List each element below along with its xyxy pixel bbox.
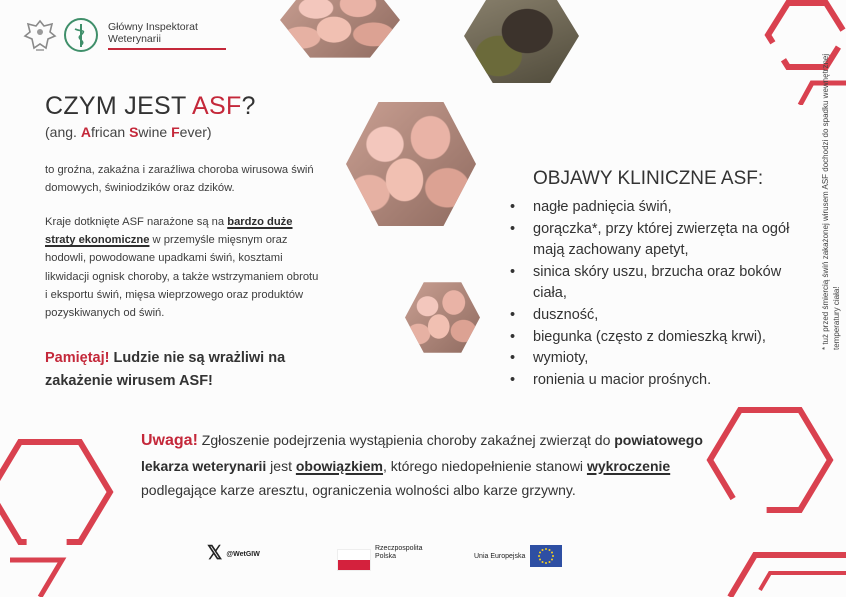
symptom-item: • gorączka*, przy której zwierzęta na ogół mają zachowany apetyt, <box>505 219 805 262</box>
symptom-item: • sinica skóry uszu, brzucha oraz boków ciała, <box>505 262 805 305</box>
remember-note: Pamiętaj! Ludzie nie są wrażliwi na zakażenie wirusem ASF! <box>45 350 286 389</box>
eu-logo: Unia Europejska <box>474 545 562 567</box>
fever-footnote: * tuż przed śmiercią świń zakażonej wirusem ASF dochodzi do spadku wewnętrznej temperatury ciała! <box>821 53 841 350</box>
page-title: CZYM JEST ASF? <box>45 92 256 120</box>
symptom-item: • ronienia u macior prośnych. <box>505 370 805 392</box>
hex-outline-bottom-right <box>700 390 846 597</box>
org-name-line1: Główny Inspektorat <box>108 21 198 33</box>
hex-outline-bottom-left <box>0 430 125 597</box>
page-subtitle: (ang. African Swine Fever) <box>45 124 212 140</box>
wild-boar-photo <box>464 0 579 86</box>
definition-paragraph: to groźna, zakaźna i zaraźliwa choroba wirusowa świń domowych, świniodzików oraz dzików. <box>45 164 314 195</box>
eu-flag-icon <box>530 545 562 567</box>
piglets-photo <box>405 280 480 355</box>
symptom-item: • wymioty, <box>505 348 805 370</box>
symptoms-title: OBJAWY KLINICZNE ASF: <box>533 168 764 189</box>
x-social-link[interactable] <box>207 544 260 564</box>
giw-emblem-logo <box>63 17 99 53</box>
org-name-line2: Weterynarii <box>108 33 161 45</box>
rzeczpospolita-logo: Rzeczpospolita Polska <box>337 545 422 571</box>
symptoms-list <box>505 197 805 391</box>
x-logo-icon: 𝕏 <box>207 543 223 564</box>
pigs-crowd-photo-top <box>280 0 400 60</box>
polish-flag-icon <box>337 549 371 571</box>
pigs-pen-photo <box>346 98 476 230</box>
poland-eagle-logo <box>22 17 58 55</box>
x-handle: @WetGIW <box>226 550 260 558</box>
symptom-item: • nagłe padnięcia świń, <box>505 197 805 219</box>
economic-impact-paragraph: Kraje dotknięte ASF narażone są na bardzo duże straty ekonomiczne w przemyśle mięsnym oraz hodowli, powodowane upadkami świń, kosztami likwidacji ognisk choroby, a także wstrzymaniem obrotu i eksportu świń, mięsa wieprzowego oraz produktów pozyskiwanych od świń. <box>45 216 319 320</box>
symptom-item: • duszność, <box>505 305 805 327</box>
org-underline <box>108 48 226 50</box>
symptom-item: • biegunka (często z domieszką krwi), <box>505 327 805 349</box>
warning-paragraph: Uwaga! Zgłoszenie podejrzenia wystąpienia choroby zakaźnej zwierząt do powiatowego lekarza weterynarii jest obowiązkiem, którego niedopełnienie stanowi wykroczenie podlegające karze aresztu, ograniczenia wolności albo karze grzywny. <box>141 432 703 498</box>
